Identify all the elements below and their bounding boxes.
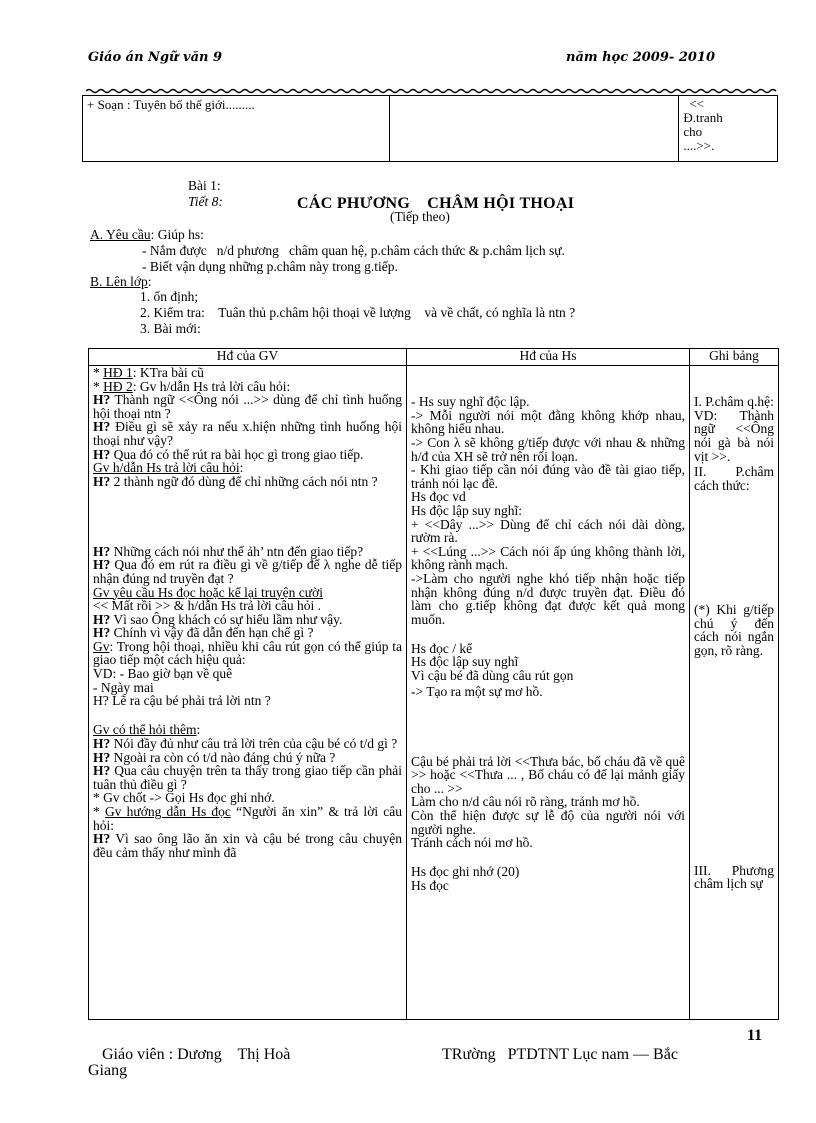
gv-line: VD: - Bao giờ bạn về quê bbox=[93, 666, 233, 682]
spacer bbox=[694, 492, 774, 603]
spacer bbox=[694, 366, 774, 395]
spacer bbox=[411, 698, 685, 754]
hs-line: Cậu bé phải trả lời <<Thưa bác, bố cháu đã về quê >> hoặc <<Thưa ... , Bố cháu có để lại mảnh giấy cho ... >> bbox=[411, 753, 685, 796]
header-divider bbox=[86, 88, 778, 94]
hs-line: + <<Dây ...>> Dùng để chỉ cách nói dài dòng, rườm rà. bbox=[411, 516, 685, 546]
hs-line: Tránh cách nói mơ hồ. bbox=[411, 835, 533, 851]
gv-line: Gv yêu cầu Hs đọc hoặc kể lại truyện cười bbox=[93, 584, 324, 600]
gv-line: H? Thành ngữ <<Ông nói ...>> dùng để chỉ tình huống hội thoại ntn ? bbox=[93, 392, 402, 421]
spacer bbox=[411, 626, 685, 642]
spacer bbox=[411, 850, 685, 866]
top-cell-2 bbox=[390, 96, 679, 162]
hs-line: Vì cậu bé đã dùng câu rút gọn bbox=[411, 668, 574, 684]
gv-line: H? Chính vì vậy đã dẫn đến hạn chế gì ? bbox=[93, 625, 314, 641]
top-table bbox=[82, 95, 778, 162]
section-b-item-1: 1. ổn định; bbox=[140, 289, 199, 304]
gv-line: H? Ngoài ra còn có t/d nào đáng chú ý nữa ? bbox=[93, 749, 336, 765]
hs-line: Hs độc lập suy nghĩ bbox=[411, 654, 519, 670]
gv-line: H? Qua đó có thể rút ra bài học gì trong giao tiếp. bbox=[93, 446, 364, 462]
hs-line: -> Tạo ra một sự mơ hồ. bbox=[411, 683, 543, 699]
lesson-subtitle: (Tiếp theo) bbox=[390, 209, 450, 224]
gv-line: H? Vì sao ông lão ăn xin và cậu bé trong câu chuyện đều cảm thấy như mình đã bbox=[93, 831, 402, 860]
section-a-heading: A. Yêu cầu: Giúp hs: bbox=[90, 227, 204, 242]
hs-line: Hs đọc ghi nhớ (20) bbox=[411, 864, 520, 880]
gb-line: I. P.châm q.hệ: bbox=[694, 394, 774, 410]
hs-line: -> Mỗi người nói một đằng không khớp nhau, không hiểu nhau. bbox=[411, 407, 685, 437]
header-right: năm học 2009- 2010 bbox=[566, 50, 716, 65]
gv-line: Gv có thể hỏi thêm: bbox=[93, 722, 201, 738]
hs-line: - Hs suy nghĩ độc lập. bbox=[411, 394, 530, 410]
hs-line: Còn thể hiện được sự lễ độ của người nói với người nghe. bbox=[411, 808, 685, 837]
hs-line: Làm cho n/d câu nói rõ ràng, tránh mơ hồ. bbox=[411, 794, 640, 810]
footer-teacher: Giáo viên : Dương Thị Hoà bbox=[102, 1046, 291, 1063]
gv-line: H? Nói đầy đủ như câu trả lời trên của cậu bé có t/d gì ? bbox=[93, 736, 398, 752]
top-cell-1-text: + Soạn : Tuyên bố thế giới......... bbox=[87, 97, 255, 112]
section-b-heading: B. Lên lớp: bbox=[90, 274, 152, 289]
activity-table bbox=[88, 348, 779, 1020]
section-b-item-3: 3. Bài mới: bbox=[140, 321, 201, 336]
top-cell-3: << Đ.tranh cho ....>>. bbox=[679, 96, 778, 162]
gb-line: VD: Thành ngữ <<Ông nói gà bà nói vịt >>. bbox=[694, 407, 774, 464]
gv-line: * HĐ 2: Gv h/dẫn Hs trả lời câu hỏi: bbox=[93, 378, 291, 394]
footer-wrap: Giang bbox=[88, 1062, 128, 1079]
gv-line: H? Lẽ ra cậu bé phải trả lời ntn ? bbox=[93, 693, 271, 709]
header-gv: Hđ của GV bbox=[89, 349, 407, 366]
gb-line: (*) Khi g/tiếp chú ý đến cách nói ngắn gọn, rõ ràng. bbox=[694, 602, 774, 658]
hs-line: Hs độc lập suy nghĩ: bbox=[411, 502, 522, 518]
gv-line: H? Qua đó em rút ra điều gì về g/tiếp để λ nghe dễ tiếp nhận đúng nd truyền đạt ? bbox=[93, 557, 402, 586]
gv-line: H? Vì sao Ông khách có sự hiểu lầm như vậy. bbox=[93, 611, 343, 627]
spacer bbox=[93, 488, 402, 544]
spacer bbox=[93, 708, 402, 724]
lesson-tiet: Tiết 8: bbox=[188, 194, 223, 209]
footer-school: TRường PTDTNT Lục nam — Bắc bbox=[442, 1046, 678, 1063]
spacer bbox=[411, 366, 685, 395]
gv-line: * Gv hướng dẫn Hs đọc “Người ăn xin” & trả lời câu hỏi: bbox=[93, 804, 402, 833]
ghi-bang-cell bbox=[690, 366, 779, 1020]
spacer bbox=[694, 658, 774, 864]
lesson-bai: Bài 1: bbox=[188, 178, 221, 193]
section-a-item-2: - Biết vận dụng những p.châm này trong g.tiếp. bbox=[142, 259, 398, 274]
gv-line: H? Những cách nói như thế ảh’ ntn đến giao tiếp? bbox=[93, 543, 364, 559]
gb-line: III. Phương châm lịch sự bbox=[694, 862, 774, 892]
hs-line: Hs đọc / kể bbox=[411, 640, 473, 656]
header-ghi-bang: Ghi bảng bbox=[690, 349, 779, 366]
hs-line: - Khi giao tiếp cần nói đúng vào đề tài giao tiếp, tránh nói lạc đề. bbox=[411, 462, 685, 491]
hs-line: Hs đọc bbox=[411, 877, 449, 893]
gv-line: * Gv chốt -> Gọi Hs đọc ghi nhớ. bbox=[93, 790, 275, 806]
section-a-item-1: - Nắm được n/d phương châm quan hệ, p.châm cách thức & p.châm lịch sự. bbox=[142, 243, 565, 258]
hs-line: Hs đọc vd bbox=[411, 489, 466, 505]
gv-line: << Mất rồi >> & h/dẫn Hs trả lời câu hỏi . bbox=[93, 598, 322, 614]
gv-line: * HĐ 1: KTra bài cũ bbox=[93, 365, 204, 380]
page-number: 11 bbox=[747, 1027, 763, 1044]
hs-line: + <<Lúng ...>> Cách nói ấp úng không thành lời, không rành mạch. bbox=[411, 543, 685, 573]
hs-activity-cell bbox=[407, 366, 690, 1020]
gv-line: H? Điều gì sẽ xảy ra nếu x.hiện những tình huống hội thoại như vậy? bbox=[93, 419, 402, 448]
gv-line: Gv: Trong hội thoại, nhiều khi câu rút gọn có thể giúp ta giao tiếp một cách hiệu quả: bbox=[93, 638, 402, 668]
lesson-title: CÁC PHƯƠNG CHÂM HỘI THOẠI bbox=[297, 195, 575, 212]
hs-line: ->Làm cho người nghe khó tiếp nhận hoặc tiếp nhận không đúng n/d được truyền đạt. Điều đó làm cho g.tiếp không đạt được kết quả mong muốn. bbox=[411, 570, 685, 627]
section-b-item-2: 2. Kiểm tra: Tuân thủ p.châm hội thoại về lượng và về chất, có nghĩa là ntn ? bbox=[140, 305, 576, 320]
gv-activity-cell bbox=[89, 366, 407, 1020]
hs-line: -> Con λ sẽ không g/tiếp được với nhau & những h/đ của XH sẽ trở nên rối loạn. bbox=[411, 434, 685, 464]
gb-line: II. P.châm cách thức: bbox=[694, 464, 774, 493]
gv-line: Gv h/dẫn Hs trả lời câu hỏi: bbox=[93, 460, 244, 476]
header-hs: Hđ của Hs bbox=[407, 349, 690, 366]
gv-line: H? Qua câu chuyện trên ta thấy trong giao tiếp cần phải tuân thủ điều gì ? bbox=[93, 763, 402, 792]
top-cell-1 bbox=[83, 96, 390, 162]
header-left: Giáo án Ngữ văn 9 bbox=[88, 50, 223, 65]
gv-line: H? 2 thành ngữ đó dùng để chỉ những cách nói ntn ? bbox=[93, 473, 378, 489]
gv-line: - Ngày mai bbox=[93, 679, 154, 695]
